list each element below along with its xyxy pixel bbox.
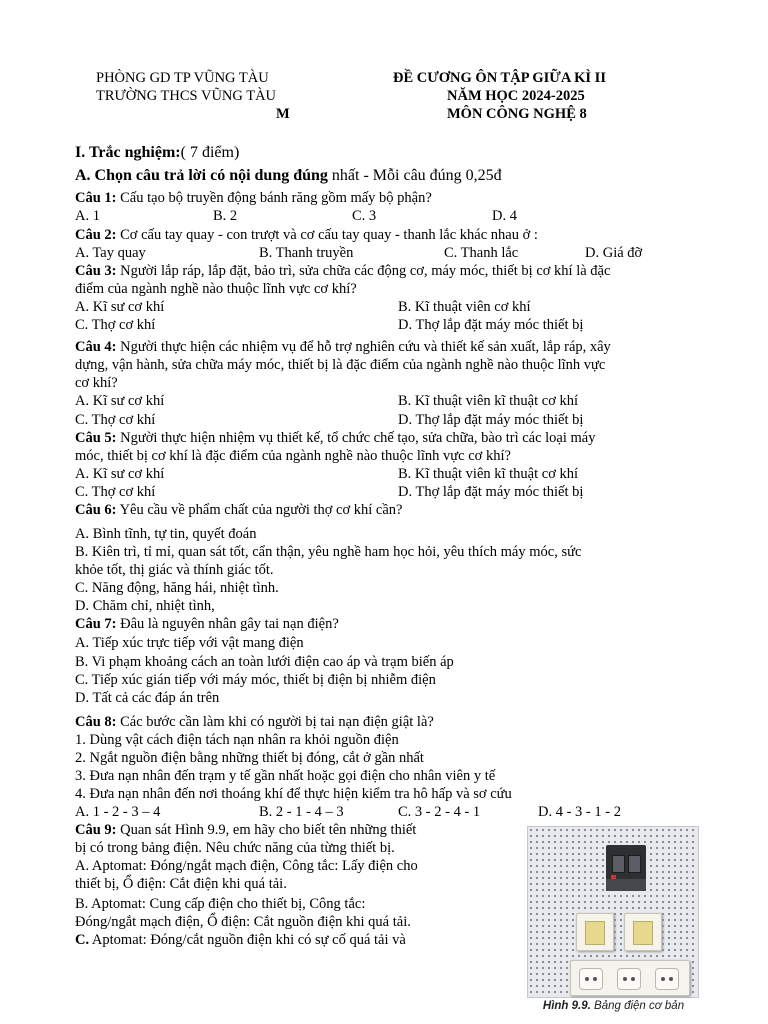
power-outlet-icon <box>570 960 690 996</box>
question-2 <box>75 227 538 244</box>
switch-icon <box>576 913 614 951</box>
option-c: C. Thợ cơ khí <box>75 412 156 428</box>
figure-caption-label: Hình 9.9. <box>542 1000 591 1012</box>
question-7-option-d: D. Tất cả các đáp án trên <box>75 690 220 706</box>
figure-caption <box>517 1000 710 1012</box>
question-text: Cấu tạo bộ truyền động bánh răng gồm mấy bộ phận? <box>116 190 432 206</box>
question-number: Câu 9: <box>75 822 117 838</box>
question-9-option-b-line2: Đóng/ngắt mạch điện, Ổ điện: Cắt nguồn điện khi quá tải. <box>75 914 411 930</box>
question-5-line2: móc, thiết bị cơ khí là đặc điểm của ngành nghề nào thuộc lĩnh vực cơ khí? <box>75 448 511 464</box>
question-9 <box>75 822 416 839</box>
question-number: Câu 6: <box>75 502 117 518</box>
option-c: C. Thợ cơ khí <box>75 317 156 333</box>
question-3 <box>75 263 610 280</box>
question-text: Đâu là nguyên nhân gây tai nạn điện? <box>116 616 339 632</box>
option-b: B. Kĩ thuật viên kĩ thuật cơ khí <box>398 466 579 482</box>
option-b: B. 2 <box>213 208 238 224</box>
question-9-option-b: B. Aptomat: Cung cấp điện cho thiết bị, Công tắc: <box>75 896 366 912</box>
question-text: Các bước cần làm khi có người bị tai nạn điện giật là? <box>116 714 434 730</box>
question-6-option-c: C. Năng động, hăng hái, nhiệt tình. <box>75 580 279 596</box>
figure-electrical-panel <box>517 826 710 1016</box>
section-title-text: I. Trắc nghiệm: <box>75 144 181 161</box>
circuit-breaker-icon <box>606 845 646 891</box>
question-9-option-c <box>75 932 406 949</box>
figure-caption-text: Bảng điện cơ bản <box>590 1000 685 1012</box>
option-text: Aptomat: Đóng/cắt nguồn điện khi có sự cố quá tải và <box>89 932 406 948</box>
question-text: Người thực hiện nhiệm vụ thiết kế, tổ chức chế tạo, sửa chữa, bào trì các loại máy <box>116 430 596 446</box>
option-a: A. Tay quay <box>75 245 146 261</box>
question-8-step-3: 3. Đưa nạn nhân đến trạm y tế gần nhất hoặc gọi điện cho nhân viên y tế <box>75 768 496 784</box>
question-text: Người thực hiện các nhiệm vụ để hỗ trợ nghiên cứu và thiết kế sản xuất, lắp ráp, xây <box>116 339 611 355</box>
question-4-line2: dựng, vận hành, sửa chữa máy móc, thiết bị là đặc điểm của ngành nghề nào thuộc lĩnh vực <box>75 357 606 373</box>
option-d: D. Thợ lắp đặt máy móc thiết bị <box>398 484 584 500</box>
question-number: Câu 5: <box>75 430 117 446</box>
question-3-line2: điểm của ngành nghề nào thuộc lĩnh vực cơ khí? <box>75 281 357 297</box>
header-school: TRƯỜNG THCS VŨNG TÀU <box>96 88 277 104</box>
question-6-option-d: D. Chăm chỉ, nhiệt tình, <box>75 598 215 614</box>
question-1 <box>75 190 432 207</box>
question-6-option-b: B. Kiên trì, tỉ mỉ, quan sát tốt, cẩn thận, yêu nghề ham học hỏi, yêu thích máy móc, sức <box>75 544 582 560</box>
question-6-option-b-line2: khỏe tốt, thị giác và thính giác tốt. <box>75 562 274 578</box>
question-4-line3: cơ khí? <box>75 375 118 391</box>
question-6 <box>75 502 402 519</box>
header-school-year: NĂM HỌC 2024-2025 <box>447 88 585 104</box>
question-number: Câu 4: <box>75 339 117 355</box>
header-subject: MÔN CÔNG NGHỆ 8 <box>447 106 587 122</box>
option-b: B. Kĩ thuật viên kĩ thuật cơ khí <box>398 393 579 409</box>
question-text: Yêu cầu về phẩm chất của người thợ cơ khí cần? <box>116 502 403 518</box>
question-8-step-2: 2. Ngắt nguồn điện bằng những thiết bị đóng, cắt ở gần nhất <box>75 750 424 766</box>
question-7-option-b: B. Vi phạm khoảng cách an toàn lưới điện cao áp và trạm biến áp <box>75 654 454 670</box>
question-6-option-a: A. Bình tĩnh, tự tin, quyết đoán <box>75 526 257 542</box>
option-d: D. 4 - 3 - 1 - 2 <box>538 804 621 820</box>
option-c: C. 3 <box>352 208 377 224</box>
header-title: ĐỀ CƯƠNG ÔN TẬP GIỮA KÌ II <box>393 70 606 86</box>
header-department: PHÒNG GD TP VŨNG TÀU <box>96 70 269 86</box>
option-d: D. Thợ lắp đặt máy móc thiết bị <box>398 317 584 333</box>
section-instruction <box>75 167 502 184</box>
option-d: D. Giá đỡ <box>585 245 643 261</box>
option-b: B. Thanh truyền <box>259 245 354 261</box>
option-d: D. 4 <box>492 208 517 224</box>
option-label: C. <box>75 932 90 948</box>
question-8-step-4: 4. Đưa nạn nhân đến nơi thoáng khí để thực hiện kiểm tra hô hấp và sơ cứu <box>75 786 512 802</box>
option-a: A. Kĩ sư cơ khí <box>75 393 165 409</box>
question-9-option-a-line2: thiết bị, Ổ điện: Cắt điện khi quá tải. <box>75 876 287 892</box>
section-title <box>75 144 239 161</box>
question-number: Câu 1: <box>75 190 117 206</box>
option-a: A. 1 - 2 - 3 – 4 <box>75 804 161 820</box>
question-8-step-1: 1. Dùng vật cách điện tách nạn nhân ra khỏi nguồn điện <box>75 732 399 748</box>
question-7-option-a: A. Tiếp xúc trực tiếp với vật mang điện <box>75 635 304 651</box>
question-7 <box>75 616 339 633</box>
header-m: M <box>276 106 290 122</box>
section-instruction-rest: nhất - Mỗi câu đúng 0,25đ <box>327 167 502 184</box>
question-number: Câu 8: <box>75 714 117 730</box>
option-b: B. Kĩ thuật viên cơ khí <box>398 299 531 315</box>
option-b: B. 2 - 1 - 4 – 3 <box>259 804 344 820</box>
question-8 <box>75 714 434 731</box>
question-9-option-a: A. Aptomat: Đóng/ngắt mạch điện, Công tắc: Lấy điện cho <box>75 858 418 874</box>
option-a: A. 1 <box>75 208 100 224</box>
question-text: Cơ cấu tay quay - con trượt và cơ cấu tay quay - thanh lắc khác nhau ở : <box>116 227 538 243</box>
option-c: C. Thợ cơ khí <box>75 484 156 500</box>
question-number: Câu 7: <box>75 616 117 632</box>
option-c: C. 3 - 2 - 4 - 1 <box>398 804 481 820</box>
option-a: A. Kĩ sư cơ khí <box>75 466 165 482</box>
pegboard-image <box>527 826 699 998</box>
question-4 <box>75 339 611 356</box>
question-5 <box>75 430 596 447</box>
section-instruction-bold: A. Chọn câu trả lời có nội dung đúng <box>75 167 328 184</box>
question-7-option-c: C. Tiếp xúc gián tiếp với máy móc, thiết bị điện bị nhiễm điện <box>75 672 436 688</box>
question-text: Quan sát Hình 9.9, em hãy cho biết tên những thiết <box>116 822 417 838</box>
question-text: Người lắp ráp, lắp đặt, bảo trì, sửa chữa các động cơ, máy móc, thiết bị cơ khí là đặc <box>116 263 611 279</box>
question-number: Câu 3: <box>75 263 117 279</box>
question-9-line2: bị có trong bảng điện. Nêu chức năng của từng thiết bị. <box>75 840 395 856</box>
question-number: Câu 2: <box>75 227 117 243</box>
option-c: C. Thanh lắc <box>444 245 519 261</box>
option-a: A. Kĩ sư cơ khí <box>75 299 165 315</box>
section-score: ( 7 điểm) <box>180 144 240 161</box>
switch-icon <box>624 913 662 951</box>
option-d: D. Thợ lắp đặt máy móc thiết bị <box>398 412 584 428</box>
